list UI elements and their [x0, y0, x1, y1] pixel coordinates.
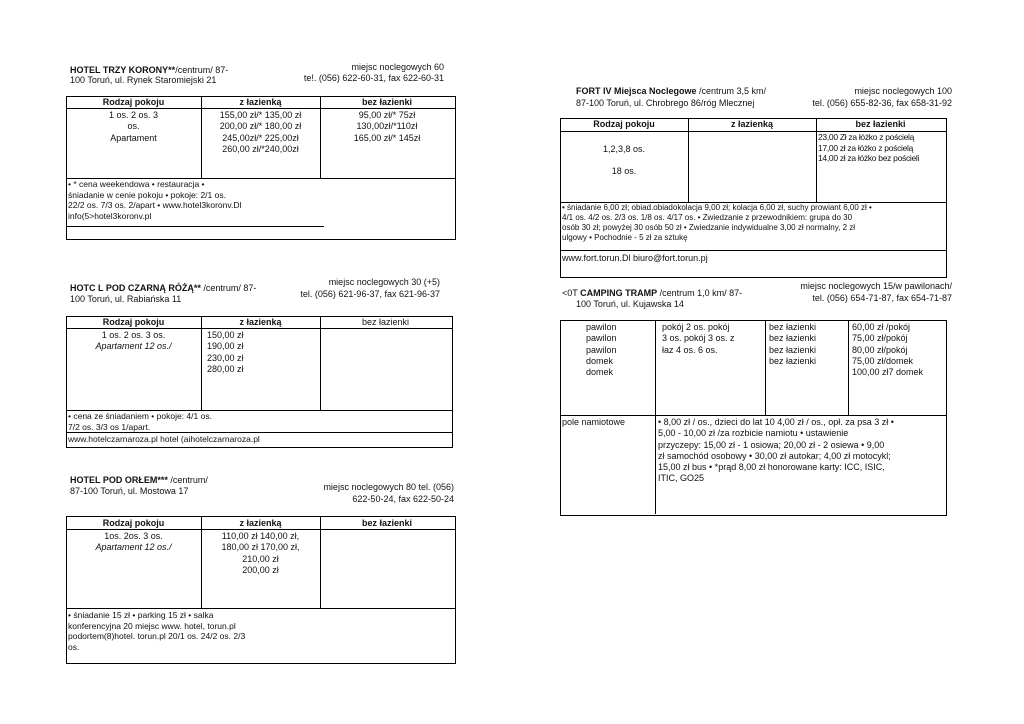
camping-title: <0T CAMPING TRAMP /centrum 1,0 km/ 87- — [562, 288, 743, 298]
fort-title — [576, 86, 766, 97]
fort-header-nobath: bez łazienki — [855, 119, 906, 129]
hotel2-header-nobath: bez łazienki — [361, 317, 410, 327]
hotel2-name: HOTC L POD CZARNĄ RÓŻĄ** — [70, 283, 201, 293]
hotel1-name: HOTEL TRZY KORONY** — [70, 65, 176, 75]
hotel3-notes: • śniadanie 15 zł • parking 15 zł • salka konferencyjna 20 miejsc www. hotel, torun.pl podortem(8)hotel. torun.pl 20/1 os. 24/2 os. 2/3 os. — [68, 610, 246, 652]
hotel2-rooms: 1 os. 2 os. 3 os. Apartament 12 os./ — [95, 330, 172, 352]
fort-notes: • śniadanie 6,00 zł; obiad.obiadokolacja 9,00 zł; kolacja 6,00 zł, suchy prowiant 6,00 zł • 4/1 os. 4/2 os. 2/3 os. 1/8 os. 4/17 os. • Zwiedzanie z przewodnikiem: grupa do 30 osób 30 zł; powyżej 30 osób 50 zł • Zwiedzanie indywidualne 3,00 zł normalny, 2 zł ulgowy • Pochodnie - 5 zł za sztukę — [562, 203, 872, 242]
hotel2-location: /centrum/ 87- — [200, 283, 257, 293]
hotel1-header-bath: z łazienką — [239, 97, 282, 107]
hotel2-address: 100 Toruń, ul. Rabiańska 11 — [70, 294, 182, 304]
camping-phone: tel. (056) 654-71-87, fax 654-71-87 — [812, 293, 952, 303]
hotel2-phone: tel. (056) 621-96-37, fax 621-96-37 — [300, 289, 440, 299]
hotel3-header-bath: z łazienką — [239, 518, 282, 528]
camping-places: miejsc noclegowych 15/w pawilonach/ — [800, 281, 952, 291]
fort-room-1: 1,2,3,8 os. — [602, 144, 646, 154]
camping-address: 100 Toruń, ul. Kujawska 14 — [576, 299, 684, 309]
camping-rooms: pokój 2 os. pokój 3 os. pokój 3 os. z łaz 4 os. 6 os. — [662, 322, 735, 355]
camping-pole-label: pole namiotowe — [562, 417, 626, 427]
hotel3-location: /centrum/ — [167, 475, 208, 485]
camping-location: /centrum 1,0 km/ 87- — [657, 288, 743, 298]
fort-room-2: 18 os. — [611, 166, 637, 176]
hotel2-places: miejsc noclegowych 30 (+5) — [328, 277, 440, 287]
hotel1-header-nobath: bez łazienki — [361, 97, 413, 107]
hotel2-header-bath: z łazienką — [239, 317, 282, 327]
camping-name: CAMPING TRAMP — [580, 288, 658, 298]
hotel3-title — [70, 475, 208, 486]
fort-address: 87-100 Toruń, ul. Chrobrego 86/róg Mlecznej — [576, 98, 755, 108]
fort-prices-nobath: 23,00 Zł za łóżko z pościelą 17,00 zł za łóżko z pościelą 14,00 zł za łóżko bez pościeli — [818, 132, 920, 164]
hotel3-rooms: 1os. 2os. 3 os. Apartament 12 os./ — [95, 531, 172, 553]
hotel2-notes: • cena ze śniadaniem • pokoje: 4/1 os. 7/2 os. 3/3 os 1/apart. — [68, 411, 212, 432]
hotel3-phone: 622-50-24, fax 622-50-24 — [352, 494, 454, 504]
hotel1-rooms: 1 os. 2 os. 3 os. Apartament — [108, 110, 159, 143]
fort-header-bath: z łazienką — [730, 119, 774, 129]
hotel1-notes: • * cena weekendowa • restauracja • śniadanie w cenie pokoju • pokoje: 2/1 os. 22/2 os. 7/3 os. 2/apart • www.hotel3koronv.Dl info(5>hotel3koronv.pl — [68, 179, 242, 221]
fort-links[interactable]: www.fort.torun.Dl biuro@fort.torun.pj — [562, 253, 708, 263]
hotel1-phone: te!. (056) 622-60-31, fax 622-60-31 — [303, 73, 444, 83]
fort-location: /centrum 3,5 km/ — [696, 86, 767, 96]
hotel1-prices-nobath: 95,00 zł/* 75zł 130,00zł/*110zł 165,00 zł/* 145zł — [353, 110, 421, 143]
hotel2-title — [70, 283, 256, 294]
fort-places: miejsc noclegowych 100 — [854, 86, 952, 96]
hotel3-places: miejsc noclegowych 80 tel. (056) — [323, 482, 454, 492]
camping-types: pawilon pawilon pawilon domek domek — [586, 322, 617, 377]
fort-header-room: Rodzaj pokoju — [593, 119, 655, 129]
hotel1-location: /centrum/ 87- — [175, 65, 229, 75]
camping-bath: bez łazienki bez łazienki bez łazienki bez łazienki — [769, 322, 817, 366]
camping-pole-text: • 8,00 zł / os., dzieci do lat 10 4,00 zł / os., opł. za psa 3 zł • 5,00 - 10,00 zł /za rozbicie namiotu • ustawienie przyczepy: 15,00 zł - 1 osiowa; 20,00 zł - 2 osiewa • 9,00 zł samochód osobowy • 30,00 zł autokar; 4,00 zł motocykl; 15,00 zł bus • *prąd 8,00 zł honorowane karty: ICC, ISIC, ITIC, GO25 — [658, 417, 894, 484]
hotel2-links[interactable]: www.hotelczarnaroza.pl hotel (aihotelczarnaroza.pl — [68, 434, 260, 444]
hotel1-header-room: Rodzaj pokoju — [102, 97, 165, 107]
hotel3-prices-bath: 110,00 zł 140,00 zł, 180,00 zł 170,00 zł, 210,00 zł 200,00 zł — [221, 531, 300, 575]
hotel3-header-room: Rodzaj pokoju — [102, 518, 165, 528]
camping-prices: 60,00 zł /pokój 75,00 zł/pokój 80,00 zł/pokój 75,00 zł/domek 100,00 zł7 domek — [852, 322, 924, 377]
hotel1-address: 100 Toruń, ul. Rynek Staromiejski 21 — [70, 75, 217, 85]
hotel3-header-nobath: bez łazienki — [361, 518, 413, 528]
hotel2-prices-bath: 150,00 zł 190,00 zł 230,00 zł 280,00 zł — [207, 330, 244, 374]
fort-name: FORT IV Miejsca Noclegowe — [576, 86, 697, 96]
hotel3-address: 87-100 Toruń, ul. Mostowa 17 — [70, 486, 189, 496]
hotel1-places: miejsc noclegowych 60 — [351, 62, 444, 72]
hotel2-header-room: Rodzaj pokoju — [102, 317, 165, 327]
hotel1-prices-bath: 155,00 zł/* 135,00 zł 200,00 zł/* 180,00 zł 245,00zł/* 225,00zł 260,00 zł/*240,00zł — [219, 110, 302, 154]
fort-phone: tel. (056) 655-82-36, fax 658-31-92 — [812, 98, 952, 108]
hotel3-name: HOTEL POD ORŁEM*** — [70, 475, 168, 485]
